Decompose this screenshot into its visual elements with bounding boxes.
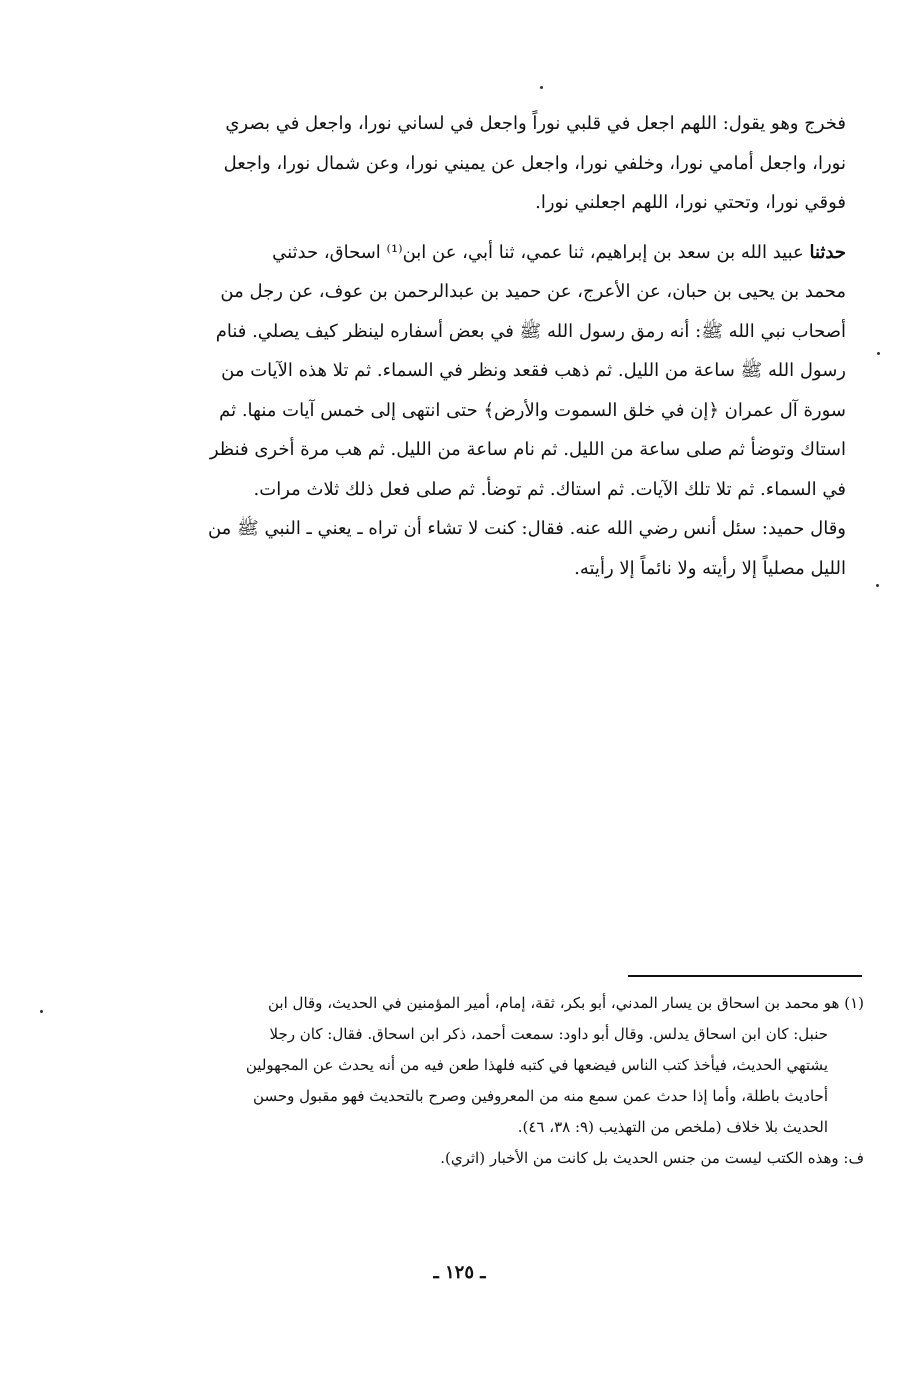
paragraph-2 [112, 233, 846, 589]
text-line: سورة آل عمران ﴿إن في خلق السموت والأرض﴾ حتى انتهى إلى خمس آيات منها. ثم [219, 399, 846, 421]
text-line: الليل مصلياً إلا رأيته ولا نائماً إلا رأيته. [574, 557, 846, 579]
print-speck [540, 86, 543, 89]
hadith-lead-word: حدثنا [809, 241, 846, 263]
text-line: فوقي نورا، وتحتي نورا، اللهم اجعلني نورا. [535, 192, 846, 213]
footnotes [112, 988, 864, 1174]
text-line: أصحاب نبي الله ﷺ: أنه رمق رسول الله ﷺ في بعض أسفاره لينظر كيف يصلي. فنام [215, 320, 846, 342]
page-number: ـ ١٢٥ ـ [433, 1262, 486, 1283]
footnote-line: حنبل: كان ابن اسحاق يدلس. وقال أبو داود: سمعت أحمد، ذكر ابن اسحاق. فقال: كان رجلا [269, 1025, 828, 1043]
footnote-line: يشتهي الحديث، فيأخذ كتب الناس فيضعها في كتبه فلهذا طعن فيه من أنه يحدث عن المجهولين [245, 1056, 828, 1074]
text-line: محمد بن يحيى بن حبان، عن الأعرج، عن حميد بن عبدالرحمن بن عوف، عن رجل من [220, 281, 846, 302]
main-body-text [112, 104, 846, 588]
text-line: وقال حميد: سئل أنس رضي الله عنه. فقال: كنت لا تشاء أن تراه ـ يعني ـ النبي ﷺ من [207, 518, 846, 539]
print-speck [40, 1010, 43, 1013]
footnote-2: ف: وهذه الكتب ليست من جنس الحديث بل كانت من الأخبار (اثري). [440, 1149, 864, 1167]
footnote-line: الحديث بلا خلاف (ملخص من التهذيب (٩: ٣٨، ٤٦). [517, 1118, 828, 1136]
footnote-1 [112, 988, 864, 1143]
text-line: فخرج وهو يقول: اللهم اجعل في قلبي نوراً واجعل في لساني نورا، واجعل في بصري [225, 113, 846, 134]
paragraph-1 [112, 104, 846, 223]
footnote-line: (١) هو محمد بن اسحاق بن يسار المدني، أبو بكر، ثقة، إمام، أمير المؤمنين في الحديث، وقال ابن [268, 994, 864, 1012]
text-line: رسول الله ﷺ ساعة من الليل. ثم ذهب فقعد ونظر في السماء. ثم تلا هذه الآيات من [221, 360, 846, 381]
footnote-line: أحاديث باطلة، وأما إذا حدث عمن سمع منه من المعروفين وصرح بالتحديث فهو مقبول وحسن [253, 1087, 828, 1105]
text-line: في السماء. ثم تلا تلك الآيات. ثم استاك. ثم توضأ. ثم صلى فعل ذلك ثلاث مرات. [253, 478, 846, 500]
text-line: استاك وتوضأ ثم صلى ساعة من الليل. ثم نام ساعة من الليل. ثم هب مرة أخرى فنظر [209, 439, 846, 460]
print-speck [877, 352, 880, 355]
text-line [112, 233, 846, 273]
text-line: نورا، واجعل أمامي نورا، وخلفي نورا، واجعل عن يميني نورا، وعن شمال نورا، واجعل [223, 152, 846, 174]
print-speck [876, 584, 879, 587]
footnote-separator [628, 975, 862, 977]
text-line-content: عبيد الله بن سعد بن إبراهيم، ثنا عمي، ثنا أبي، عن ابن⁽¹⁾ اسحاق، حدثني [272, 241, 804, 263]
